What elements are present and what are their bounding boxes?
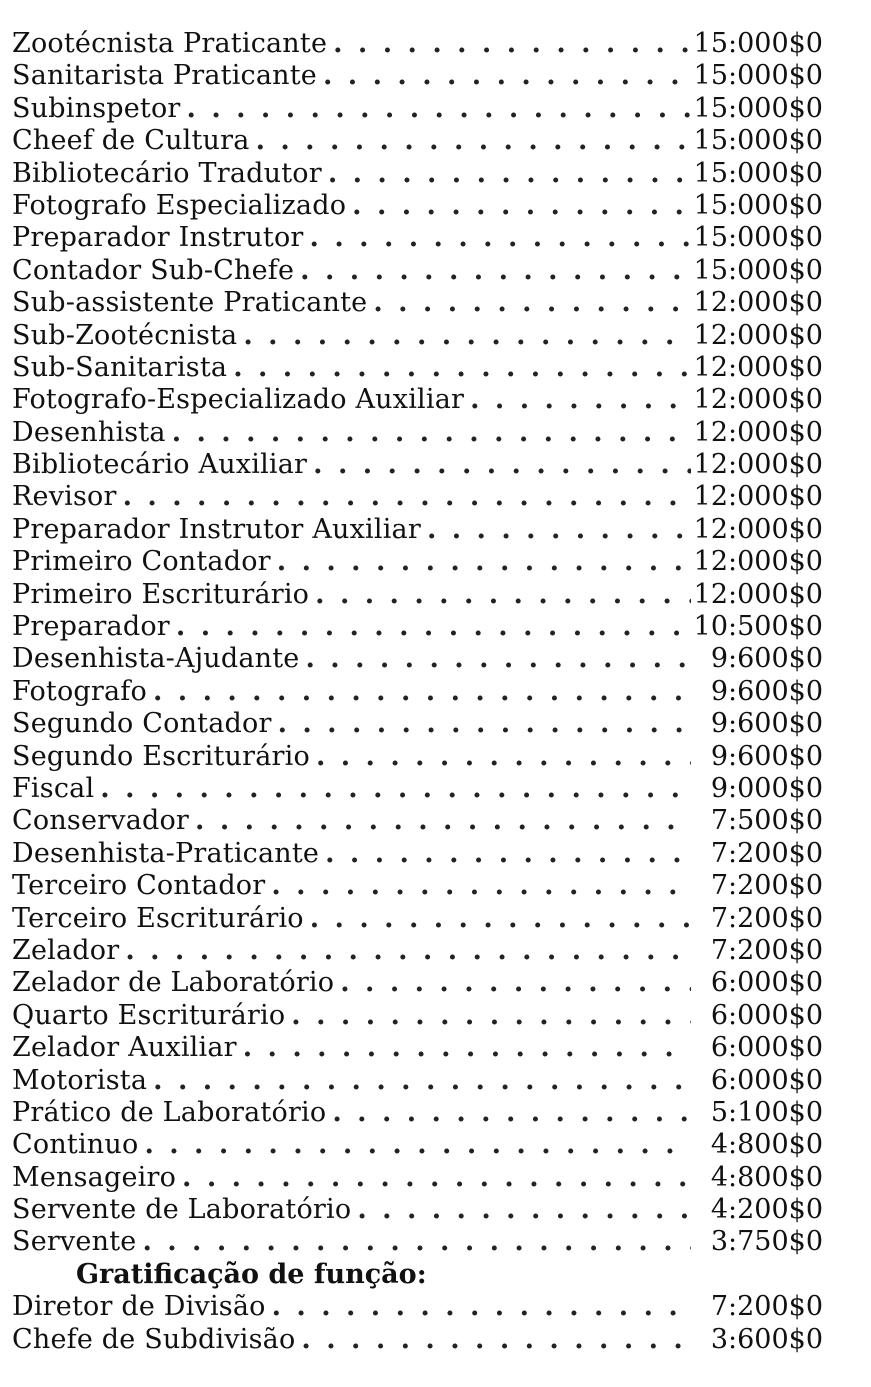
salary-value: 9:600$0 — [710, 675, 823, 707]
table-row — [12, 1000, 823, 1032]
position-label: Quarto Escriturário — [12, 999, 286, 1031]
table-row — [12, 643, 823, 675]
table-row — [12, 1324, 823, 1356]
position-label: Preparador Instrutor Auxiliar — [12, 513, 421, 545]
position-label: Servente de Laboratório — [12, 1194, 352, 1226]
dot-leader — [295, 1324, 691, 1356]
salary-value: 12:000$0 — [693, 546, 823, 578]
position-label: Zootécnista Praticante — [12, 28, 328, 59]
table-row — [12, 93, 823, 125]
salary-value: 7:200$0 — [710, 1291, 823, 1323]
salary-value: 4:200$0 — [710, 1194, 823, 1226]
dot-leader — [272, 708, 691, 740]
salary-value: 12:000$0 — [693, 513, 823, 545]
dot-leader — [334, 967, 691, 999]
dot-leader — [351, 1194, 691, 1226]
dot-leader — [367, 287, 691, 319]
table-row — [12, 320, 823, 352]
dot-leader — [421, 514, 691, 546]
dot-leader — [170, 611, 691, 643]
position-label: Cheef de Cultura — [12, 125, 250, 157]
salary-value: 15:000$0 — [693, 125, 823, 157]
position-label: Servente — [12, 1226, 137, 1258]
position-label: Fotografo Especializado — [12, 189, 347, 221]
table-row — [12, 352, 823, 384]
salary-value: 5:100$0 — [710, 1096, 823, 1128]
dot-leader — [346, 190, 691, 222]
salary-value: 9:600$0 — [710, 643, 823, 675]
dot-leader — [271, 546, 691, 578]
table-row — [12, 676, 823, 708]
position-label: Terceiro Escriturário — [12, 902, 304, 934]
dot-leader — [310, 741, 691, 773]
position-label: Primeiro Escriturário — [12, 578, 310, 610]
salary-value: 7:200$0 — [710, 837, 823, 869]
dot-leader — [294, 255, 691, 287]
dot-leader — [166, 417, 691, 449]
table-row — [12, 611, 823, 643]
dot-leader — [307, 449, 691, 481]
dot-leader — [304, 903, 691, 935]
position-label: Fotografo-Especializado Auxiliar — [12, 384, 465, 416]
position-label: Prático de Laboratório — [12, 1096, 327, 1128]
position-label: Subinspetor — [12, 92, 181, 124]
dot-leader — [250, 125, 691, 157]
table-row — [12, 158, 823, 190]
dot-leader — [322, 158, 691, 190]
salary-value: 9:000$0 — [710, 772, 823, 804]
dot-leader — [266, 1291, 691, 1323]
table-row — [12, 903, 823, 935]
table-row — [12, 449, 823, 481]
salary-value: 9:600$0 — [710, 708, 823, 740]
table-row — [12, 287, 823, 319]
salary-value: 4:800$0 — [710, 1129, 823, 1161]
dot-leader — [119, 935, 691, 967]
salary-value: 12:000$0 — [693, 416, 823, 448]
table-row — [12, 222, 823, 254]
position-label: Sub-Zootécnista — [12, 319, 238, 351]
table-row — [12, 935, 823, 967]
salary-value: 7:200$0 — [710, 870, 823, 902]
salary-value: 12:000$0 — [693, 481, 823, 513]
dot-leader — [265, 870, 691, 902]
position-label: Preparador Instrutor — [12, 222, 304, 254]
table-row — [12, 1162, 823, 1194]
salary-value: 12:000$0 — [693, 449, 823, 481]
dot-leader — [327, 28, 691, 60]
position-label: Diretor de Divisão — [12, 1291, 266, 1323]
dot-leader — [147, 676, 691, 708]
dot-leader — [237, 320, 691, 352]
salary-value: 15:000$0 — [693, 28, 823, 59]
salary-value: 6:000$0 — [710, 999, 823, 1031]
table-row — [12, 1097, 823, 1129]
salary-value: 12:000$0 — [693, 384, 823, 416]
dot-leader — [181, 93, 691, 125]
position-label: Zelador Auxiliar — [12, 1032, 237, 1064]
position-label: Zelador de Laboratório — [12, 967, 335, 999]
position-label: Sub-Sanitarista — [12, 351, 228, 383]
table-row — [12, 546, 823, 578]
position-label: Fotografo — [12, 675, 147, 707]
dot-leader — [189, 805, 691, 837]
position-label: Segundo Contador — [12, 708, 272, 740]
table-row — [12, 579, 823, 611]
table-row — [12, 125, 823, 157]
dot-leader — [317, 60, 691, 92]
dot-leader — [309, 579, 691, 611]
position-label: Fiscal — [12, 772, 95, 804]
salary-value: 15:000$0 — [693, 60, 823, 92]
salary-value: 3:600$0 — [710, 1323, 823, 1355]
salary-value: 12:000$0 — [693, 351, 823, 383]
position-label: Continuo — [12, 1129, 139, 1161]
table-row — [12, 384, 823, 416]
dot-leader — [176, 1162, 691, 1194]
position-label: Zelador — [12, 934, 120, 966]
salary-value: 6:000$0 — [710, 1064, 823, 1096]
table-row — [12, 190, 823, 222]
dot-leader — [319, 838, 691, 870]
salary-value: 6:000$0 — [710, 967, 823, 999]
position-label: Conservador — [12, 805, 190, 837]
salary-value: 15:000$0 — [693, 254, 823, 286]
table-row — [12, 708, 823, 740]
salary-value: 15:000$0 — [693, 222, 823, 254]
position-label: Bibliotecário Auxiliar — [12, 449, 308, 481]
dot-leader — [237, 1032, 691, 1064]
gratificacao-table — [12, 1291, 823, 1356]
position-label: Desenhista-Praticante — [12, 837, 320, 869]
dot-leader — [136, 1226, 691, 1258]
position-label: Desenhista — [12, 416, 166, 448]
section-heading: Gratificação de função: — [76, 1258, 427, 1290]
table-row — [12, 773, 823, 805]
position-label: Motorista — [12, 1064, 148, 1096]
position-label: Chefe de Subdivisão — [12, 1323, 296, 1355]
dot-leader — [94, 773, 691, 805]
table-row — [12, 1129, 823, 1161]
table-row — [12, 741, 823, 773]
salary-value: 10:500$0 — [693, 611, 823, 643]
dot-leader — [326, 1097, 691, 1129]
salary-table — [12, 28, 823, 1259]
salary-value: 12:000$0 — [693, 287, 823, 319]
table-row — [12, 1194, 823, 1226]
salary-value: 15:000$0 — [693, 189, 823, 221]
table-row — [12, 417, 823, 449]
salary-value: 4:800$0 — [710, 1161, 823, 1193]
dot-leader — [147, 1065, 691, 1097]
table-row — [12, 481, 823, 513]
table-row — [12, 1291, 823, 1323]
salary-value: 3:750$0 — [710, 1226, 823, 1258]
dot-leader — [299, 643, 691, 675]
table-row — [12, 1226, 823, 1258]
dot-leader — [464, 384, 691, 416]
table-row — [12, 60, 823, 92]
salary-value: 6:000$0 — [710, 1032, 823, 1064]
position-label: Desenhista-Ajudante — [12, 643, 300, 675]
salary-value: 9:600$0 — [710, 740, 823, 772]
table-row — [12, 1065, 823, 1097]
position-label: Sanitarista Praticante — [12, 60, 317, 92]
table-row — [12, 870, 823, 902]
table-row — [12, 805, 823, 837]
dot-leader — [304, 222, 691, 254]
salary-value: 7:500$0 — [710, 805, 823, 837]
position-label: Mensageiro — [12, 1161, 177, 1193]
salary-value: 12:000$0 — [693, 578, 823, 610]
salary-value: 12:000$0 — [693, 319, 823, 351]
position-label: Preparador — [12, 611, 170, 643]
salary-value: 15:000$0 — [693, 92, 823, 124]
dot-leader — [285, 1000, 691, 1032]
table-row — [12, 514, 823, 546]
position-label: Contador Sub-Chefe — [12, 254, 295, 286]
position-label: Bibliotecário Tradutor — [12, 157, 322, 189]
position-label: Primeiro Contador — [12, 546, 271, 578]
table-row — [12, 1032, 823, 1064]
position-label: Segundo Escriturário — [12, 740, 310, 772]
salary-value: 7:200$0 — [710, 934, 823, 966]
table-row — [12, 28, 823, 60]
table-row — [12, 967, 823, 999]
table-row — [12, 255, 823, 287]
dot-leader — [227, 352, 691, 384]
position-label: Terceiro Contador — [12, 870, 266, 902]
table-row — [12, 838, 823, 870]
position-label: Revisor — [12, 481, 117, 513]
position-label: Sub-assistente Praticante — [12, 287, 368, 319]
dot-leader — [138, 1129, 691, 1161]
salary-value: 15:000$0 — [693, 157, 823, 189]
dot-leader — [117, 481, 691, 513]
salary-value: 7:200$0 — [710, 902, 823, 934]
